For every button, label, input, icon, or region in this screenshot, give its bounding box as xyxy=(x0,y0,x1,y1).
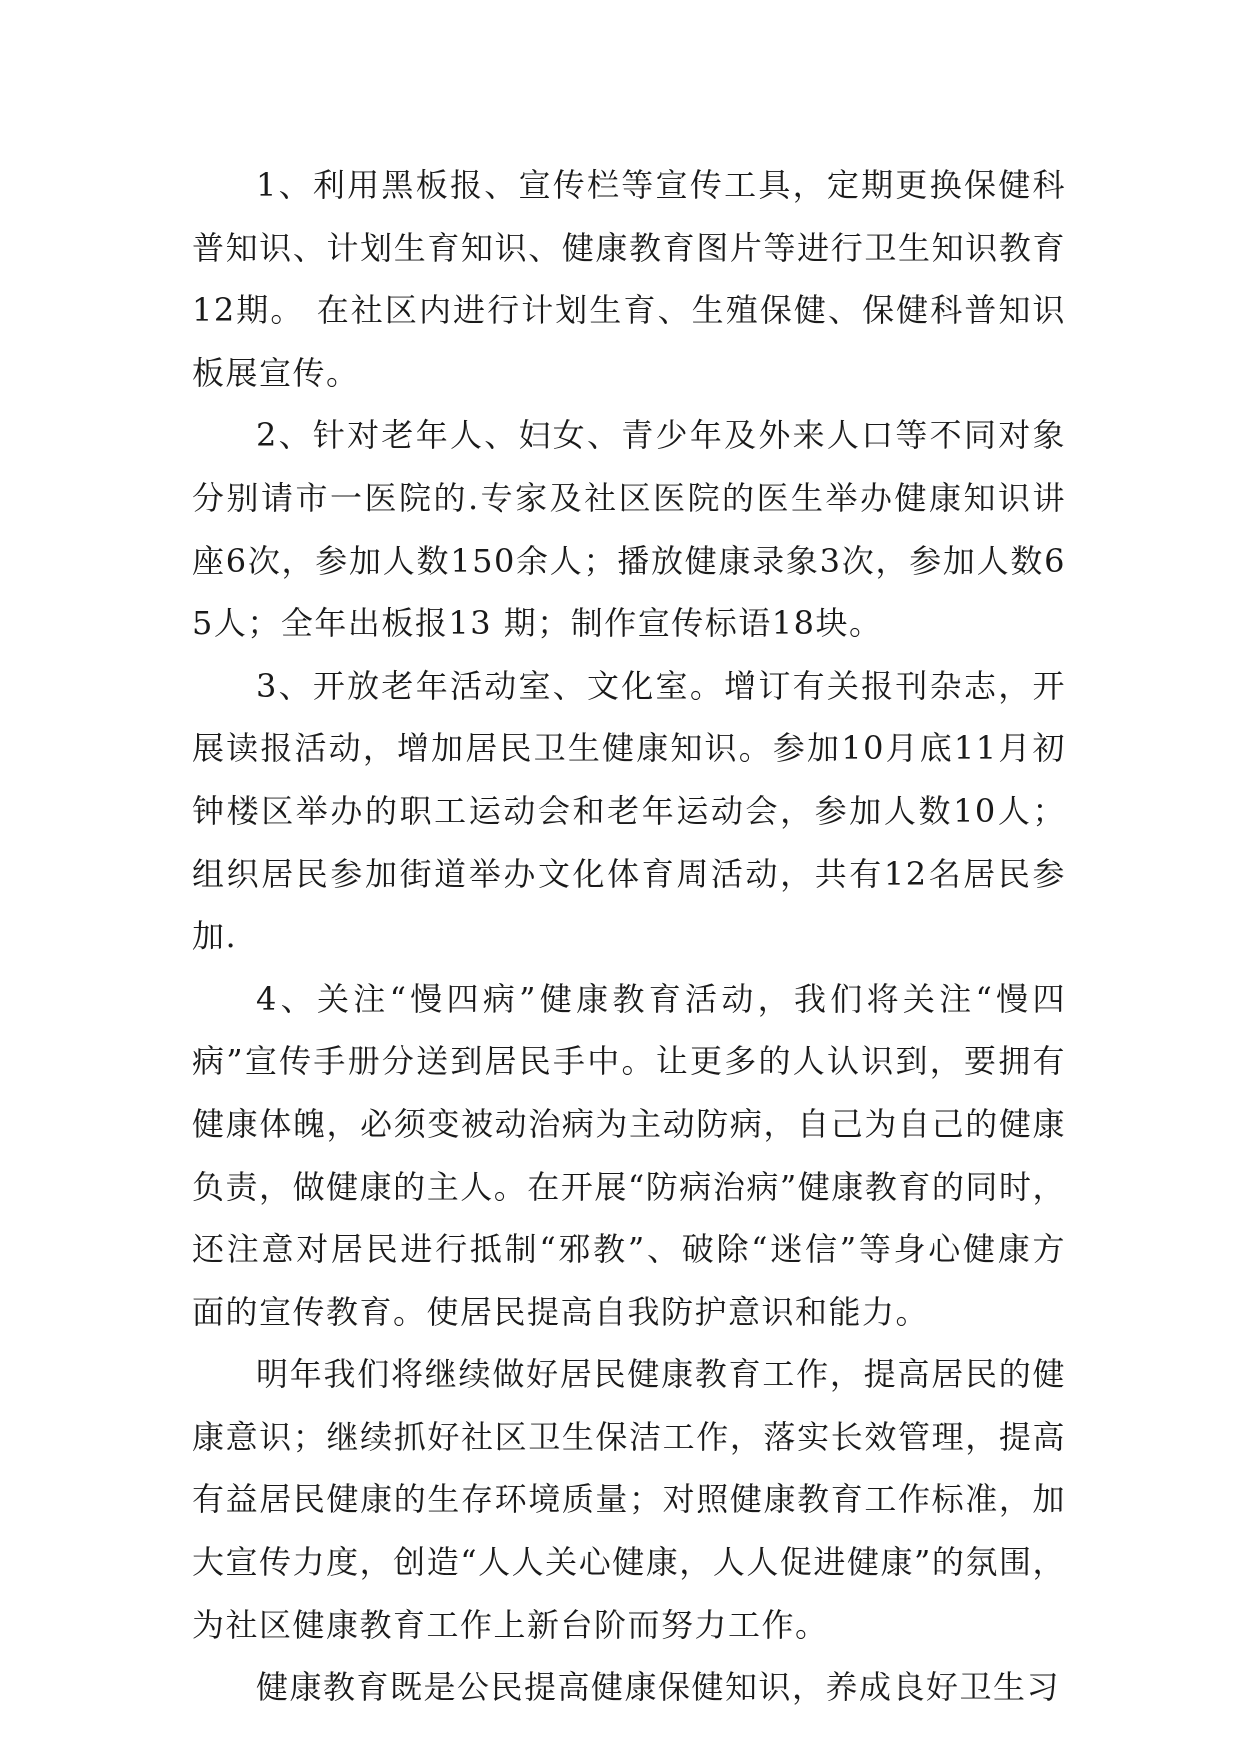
paragraph-1: 1、利用黑板报、宣传栏等宣传工具，定期更换保健科普知识、计划生育知识、健康教育图片等进行卫生知识教育12期。 在社区内进行计划生育、生殖保健、保健科普知识板展宣传。 xyxy=(192,166,1066,392)
paragraph-3: 3、开放老年活动室、文化室。增订有关报刊杂志，开展读报活动，增加居民卫生健康知识。参加10月底11月初钟楼区举办的职工运动会和老年运动会，参加人数10人；组织居民参加街道举办文化体育周活动，共有12名居民参加. xyxy=(192,666,1066,956)
paragraph-2: 2、针对老年人、妇女、青少年及外来人口等不同对象分别请市一医院的.专家及社区医院的医生举办健康知识讲座6次，参加人数150余人；播放健康录象3次，参加人数65人；全年出板报13 期；制作宣传标语18块。 xyxy=(192,416,1066,643)
paragraph-5: 明年我们将继续做好居民健康教育工作，提高居民的健康意识；继续抓好社区卫生保洁工作，落实长效管理，提高有益居民健康的生存环境质量；对照健康教育工作标准，加大宣传力度，创造“人人关心健康，人人促进健康”的氛围，为社区健康教育工作上新台阶而努力工作。 xyxy=(192,1355,1066,1644)
document-body xyxy=(192,154,1066,1719)
paragraph-6: 健康教育既是公民提高健康保健知识，养成良好卫生习 xyxy=(256,1668,1061,1707)
paragraph-4: 4、关注“慢四病”健康教育活动，我们将关注“慢四病”宣传手册分送到居民手中。让更多的人认识到，要拥有健康体魄，必须变被动治病为主动防病，自己为自己的健康负责，做健康的主人。在开展“防病治病”健康教育的同时，还注意对居民进行抵制“邪教”、破除“迷信”等身心健康方面的宣传教育。使居民提高自我防护意识和能力。 xyxy=(192,979,1066,1331)
